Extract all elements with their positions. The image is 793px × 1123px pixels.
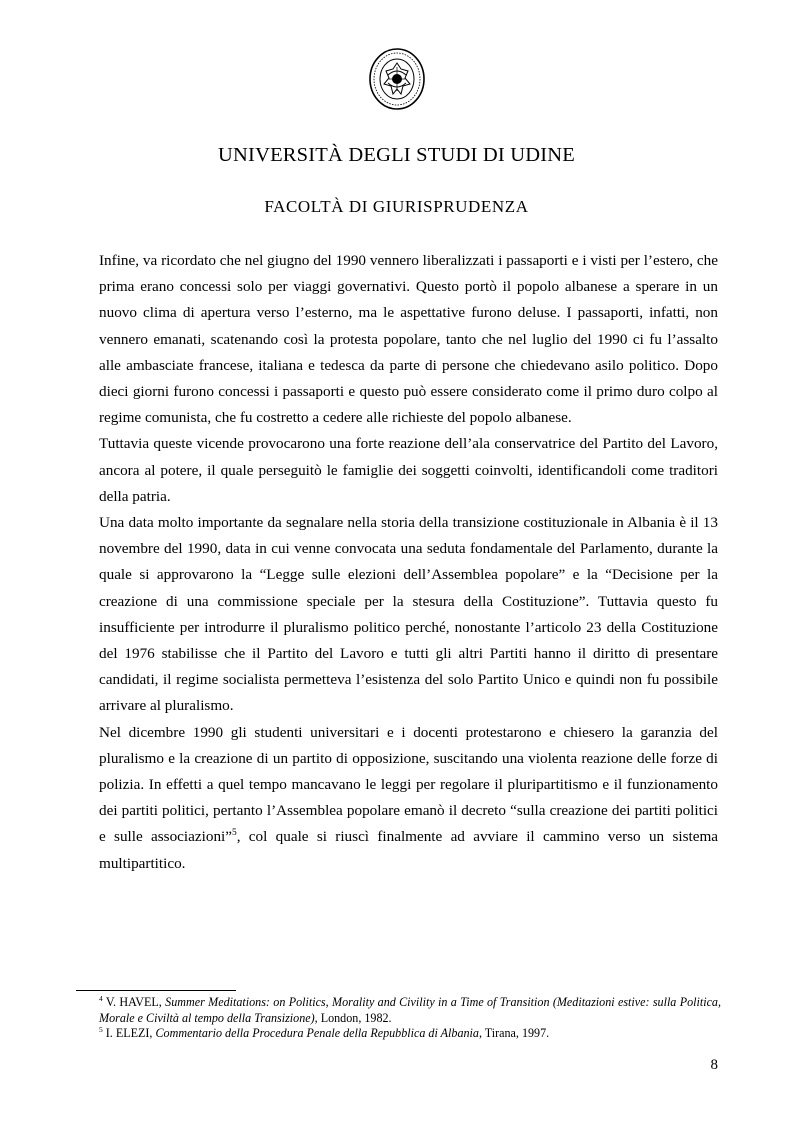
faculty-name: FACOLTÀ DI GIURISPRUDENZA — [264, 197, 529, 216]
footnote-author: V. HAVEL, — [102, 995, 166, 1009]
page-number: 8 — [710, 1057, 718, 1073]
paragraph: Infine, va ricordato che nel giugno del 1990 vennero liberalizzati i passaporti e i visti per l’estero, che prima erano concessi solo per viaggi governativi. Questo portò il popolo albanese a sperare in un nuovo clima di apertura verso l’esterno, ma le aspettative furono deluse. I passaporti, infatti, non vennero emanati, scatenando così la protesta popolare, tanto che nel luglio del 1990 ci fu l’assalto alle ambasciate francese, italiana e tedesca da parte di persone che chiedevano asilo politico. Dopo dieci giorni furono concessi i passaporti e questo può essere considerato come il primo duro colpo al regime comunista, che fu costretto a cedere alle richieste del popolo albanese. — [99, 252, 718, 427]
footnote-author: I. ELEZI, — [102, 1026, 156, 1040]
paragraph: Una data molto importante da segnalare nella storia della transizione costituzionale in Albania è il 13 novembre del 1990, data in cui venne convocata una seduta fondamentale del Parlamento, durante la quale si approvarono la “Legge sulle elezioni dell’Assemblea popolare” e la “Decisione per la creazione di una commissione speciale per la stesura della Costituzione”. Tuttavia questo fu insufficiente per introdurre il pluralismo politico perché, nonostante l’articolo 23 della Costituzione del 1976 stabilisse che il Partito del Lavoro e tutti gli altri Partiti hanno il diritto di presentare candidati, il regime socialista permetteva l’esistenza del solo Partito Unico e quindi non fu possibile arrivare al pluralismo. — [99, 514, 718, 715]
footnote-details: , Tirana, 1997. — [478, 1026, 550, 1040]
footnote — [99, 995, 721, 1026]
university-name: UNIVERSITÀ DEGLI STUDI DI UDINE — [218, 144, 575, 166]
paragraph: Tuttavia queste vicende provocarono una forte reazione dell’ala conservatrice del Partito del Lavoro, ancora al potere, il quale perseguitò le famiglie dei soggetti coinvolti, identificandoli come traditori della patria. — [99, 435, 718, 505]
footnote-separator — [76, 990, 236, 991]
body-text — [99, 248, 718, 877]
footnote-reference[interactable]: 5 — [232, 828, 237, 839]
footnote-number: 5 — [99, 1024, 103, 1034]
footnote-title: Commentario della Procedura Penale della Repubblica di Albania — [155, 1026, 479, 1040]
footnote-title: Summer Meditations: on Politics, Morality and Civility in a Time of Transition (Meditazioni estive: sulla Politica, Morale e Civiltà al tempo della Transizione) — [99, 995, 722, 1025]
university-seal-icon — [368, 47, 426, 111]
footnotes — [99, 995, 721, 1042]
paragraph — [99, 720, 718, 877]
footnote-number: 4 — [99, 993, 103, 1003]
footnote — [99, 1026, 721, 1042]
footnote-details: , London, 1982. — [314, 1010, 392, 1025]
paragraph-text: , col quale si riuscì finalmente ad avviare il cammino verso un sistema multipartitico. — [99, 828, 719, 872]
paragraph-text: Nel dicembre 1990 gli studenti universitari e i docenti protestarono e chiesero la garanzia del pluralismo e la creazione di un partito di opposizione, suscitando una violenta reazione delle forze di polizia. In effetti a quel tempo mancavano le leggi per regolare il pluripartitismo e il funzionamento dei partiti politici, pertanto l’Assemblea popolare emanò il decreto “sulla creazione dei partiti politici e sulle associazioni” — [99, 723, 718, 846]
